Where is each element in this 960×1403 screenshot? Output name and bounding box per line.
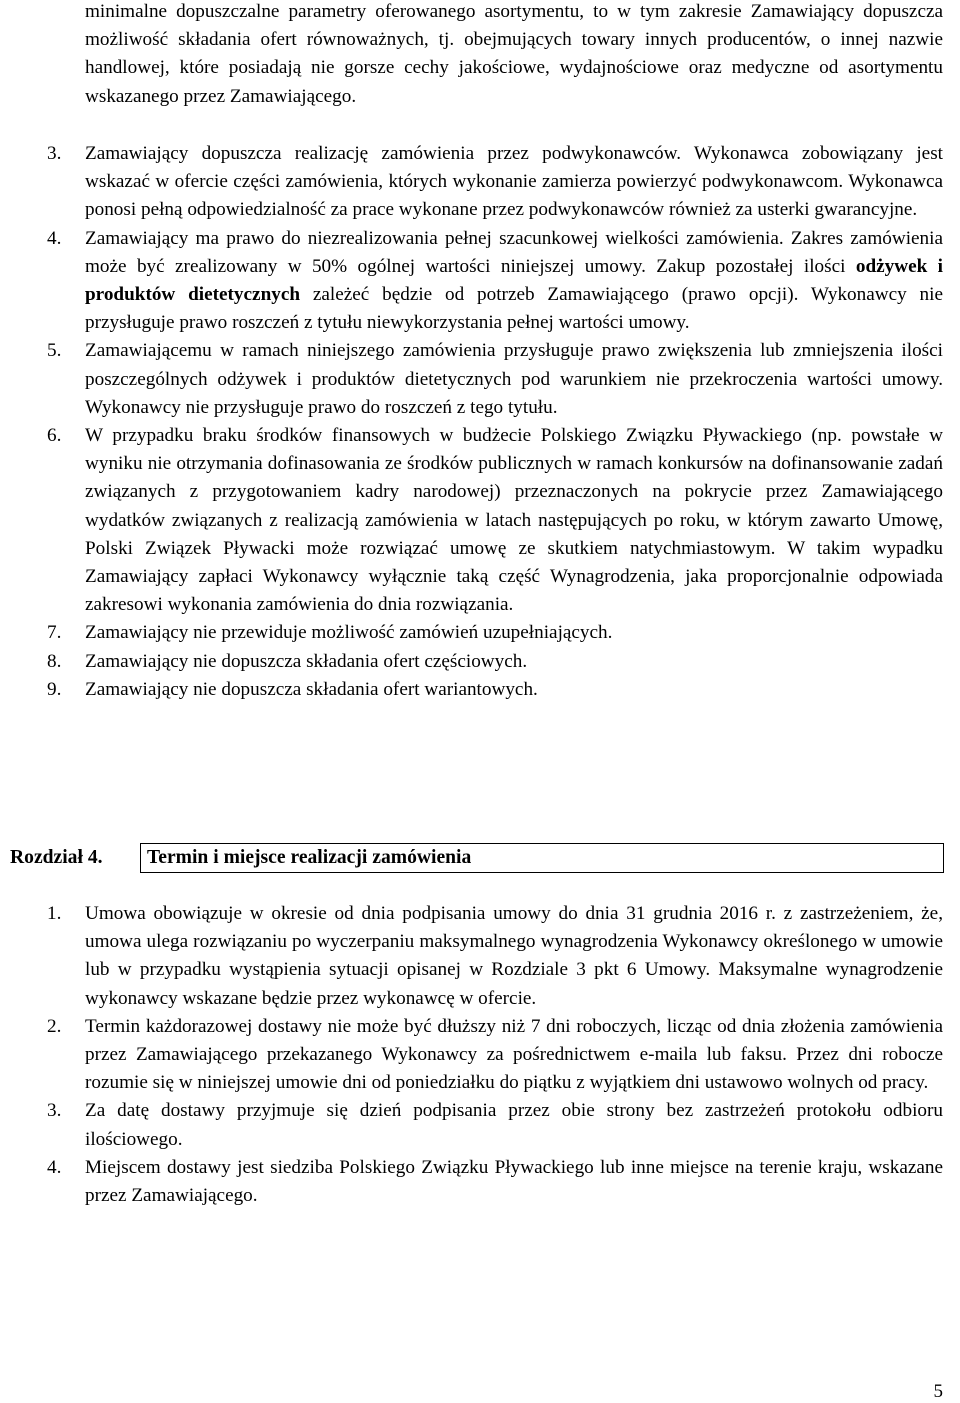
item-number: 5.	[47, 340, 62, 362]
item-number: 1.	[47, 903, 62, 924]
list-item	[47, 648, 943, 676]
list-item	[47, 225, 943, 338]
item-text: Zamawiający nie dopuszcza składania ofert wariantowych.	[85, 678, 538, 700]
item-number: 4.	[47, 227, 62, 249]
item-number: 9.	[47, 678, 62, 700]
item-number: 2.	[47, 1015, 62, 1037]
item-text: Zamawiający dopuszcza realizację zamówienia przez podwykonawców. Wykonawca zobowiązany jest wskazać w ofercie części zamówienia, których wykonanie zamierza powierzyć podwykonawcom. Wykonawca ponosi pełną odpowiedzialność za prace wykonane przez podwykonawców również za usterki gwarancyjne.	[85, 143, 943, 221]
item-text: Za datę dostawy przyjmuje się dzień podpisania przez obie strony bez zastrzeżeń protokołu odbioru ilościowego.	[85, 1100, 943, 1150]
item-number: 6.	[47, 425, 62, 447]
item-text: Zamawiający nie przewiduje możliwość zamówień uzupełniających.	[85, 622, 613, 644]
item-text	[85, 225, 943, 338]
list-item	[47, 1013, 943, 1098]
chapter-label: Rozdział 4.	[10, 846, 103, 868]
list-item	[47, 900, 943, 1013]
item-number: 7.	[47, 622, 62, 644]
list-item	[47, 676, 943, 704]
chapter-heading	[8, 843, 944, 873]
chapter4-list	[47, 900, 943, 1210]
item-number: 8.	[47, 650, 62, 672]
item-text-part: Zamawiający ma prawo do niezrealizowania pełnej szacunkowej wielkości zamówienia. Zakres zamówienia może być zrealizowany w 50% ogólnej wartości niniejszej umowy. Zakup pozostałej ilości	[85, 227, 943, 277]
item-text: Zamawiający nie dopuszcza składania ofert częściowych.	[85, 650, 528, 672]
list-item	[47, 140, 943, 225]
list-item	[47, 1154, 943, 1210]
list-item	[47, 422, 943, 619]
item-number: 4.	[47, 1156, 62, 1178]
bold-phrase: odżywek i produktów dietetycznych	[85, 255, 943, 306]
item-number: 3.	[47, 1100, 62, 1122]
chapter-title: Termin i miejsce realizacji zamówienia	[140, 843, 944, 873]
section3-list	[47, 140, 943, 704]
item-text: Umowa obowiązuje w okresie od dnia podpisania umowy do dnia 31 grudnia 2016 r. z zastrzeżeniem, że, umowa ulega rozwiązaniu po wyczerpaniu maksymalnego wynagrodzenia Wykonawcy określonego w umowie lub w przypadku wystąpienia sytuacji opisanej w Rozdziale 3 pkt 6 Umowy. Maksymalne wynagrodzenie wykonawcy wskazane będzie przez wykonawcę w ofercie.	[85, 903, 943, 1009]
item-text-part: zależeć będzie od potrzeb Zamawiającego (prawo opcji). Wykonawcy nie przysługuje prawo roszczeń z tytułu niewykorzystania pełnej wartości umowy.	[85, 284, 943, 334]
list-item	[47, 337, 943, 422]
item-number: 3.	[47, 143, 62, 164]
item-text: Termin każdorazowej dostawy nie może być dłuższy niż 7 dni roboczych, licząc od dnia złożenia zamówienia przez Zamawiającego przekazanego Wykonawcy za pośrednictwem e-maila lub faksu. Przez dni robocze rozumie się w niniejszej umowie dni od poniedziałku do piątku z wyjątkiem dni ustawowo wolnych od pracy.	[85, 1015, 943, 1094]
item-text: Miejscem dostawy jest siedziba Polskiego Związku Pływackiego lub inne miejsce na terenie kraju, wskazane przez Zamawiającego.	[85, 1156, 943, 1207]
continuation-paragraph: minimalne dopuszczalne parametry oferowanego asortymentu, to w tym zakresie Zamawiający dopuszcza możliwość składania ofert równoważnych, tj. obejmujących towary innych producentów, o innej nazwie handlowej, które posiadają nie gorsze cechy jakościowe, wydajnościowe oraz medyczne od asortymentu wskazanego przez Zamawiającego.	[85, 1, 943, 107]
list-item	[47, 619, 943, 647]
page-number: 5	[933, 1381, 943, 1402]
list-item	[47, 1097, 943, 1153]
item-text: Zamawiającemu w ramach niniejszego zamówienia przysługuje prawo zwiększenia lub zmniejszenia ilości poszczególnych odżywek i produktów dietetycznych pod warunkiem nie przekroczenia wartości umowy. Wykonawcy nie przysługuje prawo do roszczeń z tego tytułu.	[85, 340, 943, 418]
item-text: W przypadku braku środków finansowych w budżecie Polskiego Związku Pływackiego (np. powstałe w wyniku nie otrzymania dofinasowania ze środków publicznych w ramach konkursów na dofinansowanie zadań związanych z przygotowaniem kadry narodowej) przeznaczonych na pokrycie przez Zamawiającego wydatków związanych z realizacją zamówienia w latach następujących po roku, w którym zawarto Umowę, Polski Związek Pływacki może rozwiązać umowę ze skutkiem natychmiastowym. W takim wypadku Zamawiający zapłaci Wykonawcy wyłącznie taką część Wynagrodzenia, jaka proporcjonalnie odpowiada zakresowi wykonania zamówienia do dnia rozwiązania.	[85, 425, 943, 616]
